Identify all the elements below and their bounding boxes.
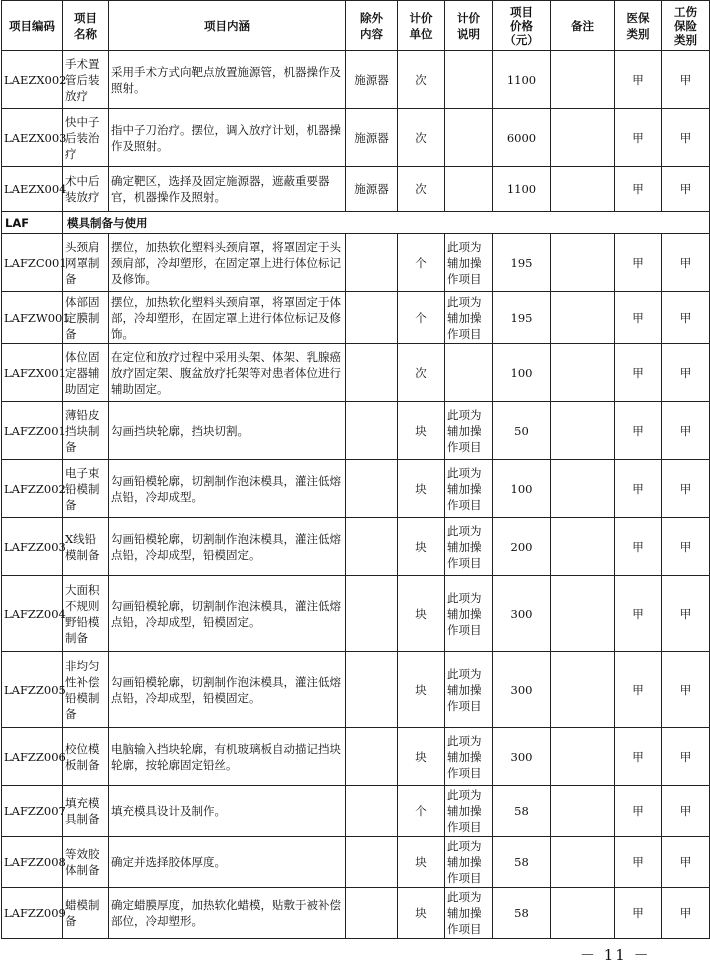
cell-remark (551, 888, 615, 939)
cell-code: LAFZW001 (2, 292, 63, 344)
section-row (2, 212, 710, 234)
cell-medical: 甲 (615, 728, 662, 786)
table-row (2, 51, 710, 109)
cell-excluded (346, 402, 398, 460)
cell-note: 此项为辅加操作项目 (445, 234, 493, 292)
cell-price: 6000 (493, 109, 551, 167)
cell-name: 体部固定膜制备 (63, 292, 109, 344)
cell-unit: 次 (398, 109, 445, 167)
cell-unit: 个 (398, 234, 445, 292)
cell-injury: 甲 (662, 344, 710, 402)
cell-medical: 甲 (615, 460, 662, 518)
cell-unit: 次 (398, 167, 445, 212)
cell-code: LAFZZ004 (2, 576, 63, 652)
cell-unit: 块 (398, 460, 445, 518)
price-table (1, 0, 710, 939)
cell-unit: 块 (398, 888, 445, 939)
cell-code: LAFZZ001 (2, 402, 63, 460)
cell-medical: 甲 (615, 652, 662, 728)
cell-note (445, 167, 493, 212)
cell-excluded: 施源器 (346, 167, 398, 212)
rows-bottom (2, 234, 710, 939)
cell-price: 50 (493, 402, 551, 460)
header-excluded: 除外 内容 (346, 1, 398, 51)
cell-medical: 甲 (615, 888, 662, 939)
cell-content: 采用手术方式向靶点放置施源管，机器操作及照射。 (109, 51, 346, 109)
cell-injury: 甲 (662, 728, 710, 786)
cell-note: 此项为辅加操作项目 (445, 728, 493, 786)
cell-price: 100 (493, 460, 551, 518)
cell-code: LAFZZ005 (2, 652, 63, 728)
cell-remark (551, 518, 615, 576)
cell-injury: 甲 (662, 460, 710, 518)
cell-content: 填充模具设计及制作。 (109, 786, 346, 837)
cell-price: 58 (493, 786, 551, 837)
cell-remark (551, 344, 615, 402)
section-code: LAF (2, 212, 63, 234)
cell-code: LAFZZ009 (2, 888, 63, 939)
cell-content: 在定位和放疗过程中采用头架、体架、乳腺癌放疗固定架、腹盆放疗托架等对患者体位进行辅助固定。 (109, 344, 346, 402)
cell-injury: 甲 (662, 652, 710, 728)
cell-content: 指中子刀治疗。摆位，调入放疗计划，机器操作及照射。 (109, 109, 346, 167)
cell-excluded (346, 234, 398, 292)
cell-injury: 甲 (662, 518, 710, 576)
cell-injury: 甲 (662, 51, 710, 109)
cell-excluded (346, 888, 398, 939)
cell-code: LAFZZ008 (2, 837, 63, 888)
cell-name: 术中后装放疗 (63, 167, 109, 212)
cell-code: LAEZX002 (2, 51, 63, 109)
header-price: 项目 价格 （元） (493, 1, 551, 51)
cell-name: 电子束铅模制备 (63, 460, 109, 518)
cell-note: 此项为辅加操作项目 (445, 292, 493, 344)
cell-price: 1100 (493, 51, 551, 109)
cell-injury: 甲 (662, 402, 710, 460)
cell-name: 校位模板制备 (63, 728, 109, 786)
cell-remark (551, 728, 615, 786)
cell-price: 1100 (493, 167, 551, 212)
cell-content: 确定并选择胶体厚度。 (109, 837, 346, 888)
cell-remark (551, 109, 615, 167)
header-note: 计价 说明 (445, 1, 493, 51)
cell-name: 薄铅皮挡块制备 (63, 402, 109, 460)
cell-note (445, 344, 493, 402)
cell-excluded: 施源器 (346, 51, 398, 109)
cell-name: 蜡模制备 (63, 888, 109, 939)
cell-unit: 块 (398, 518, 445, 576)
cell-excluded (346, 728, 398, 786)
cell-unit: 块 (398, 837, 445, 888)
cell-medical: 甲 (615, 518, 662, 576)
table-row (2, 837, 710, 888)
cell-remark (551, 167, 615, 212)
cell-content: 勾画挡块轮廓，挡块切割。 (109, 402, 346, 460)
cell-content: 电脑输入挡块轮廓，有机玻璃板自动描记挡块轮廓，按轮廓固定铅丝。 (109, 728, 346, 786)
cell-note (445, 109, 493, 167)
cell-unit: 块 (398, 728, 445, 786)
cell-unit: 块 (398, 576, 445, 652)
cell-remark (551, 652, 615, 728)
cell-unit: 次 (398, 344, 445, 402)
cell-name: 填充模具制备 (63, 786, 109, 837)
cell-injury: 甲 (662, 837, 710, 888)
cell-price: 100 (493, 344, 551, 402)
table-row (2, 402, 710, 460)
cell-note: 此项为辅加操作项目 (445, 402, 493, 460)
cell-unit: 个 (398, 786, 445, 837)
cell-price: 200 (493, 518, 551, 576)
cell-price: 300 (493, 728, 551, 786)
cell-note: 此项为辅加操作项目 (445, 576, 493, 652)
header-code: 项目编码 (2, 1, 63, 51)
table-row (2, 292, 710, 344)
table-row (2, 518, 710, 576)
table-row (2, 888, 710, 939)
cell-content: 摆位，加热软化塑料头颈肩罩，将罩固定于体部，冷却塑形，在固定罩上进行体位标记及修饰。 (109, 292, 346, 344)
cell-unit: 块 (398, 402, 445, 460)
cell-note: 此项为辅加操作项目 (445, 518, 493, 576)
table-row (2, 786, 710, 837)
cell-content: 摆位，加热软化塑料头颈肩罩，将罩固定于头颈肩部，冷却塑形，在固定罩上进行体位标记及修饰。 (109, 234, 346, 292)
table-row (2, 460, 710, 518)
cell-name: 大面积不规则野铅模制备 (63, 576, 109, 652)
cell-unit: 次 (398, 51, 445, 109)
cell-code: LAEZX003 (2, 109, 63, 167)
cell-price: 300 (493, 652, 551, 728)
cell-name: 非均匀性补偿铅模制备 (63, 652, 109, 728)
table-row (2, 109, 710, 167)
cell-medical: 甲 (615, 109, 662, 167)
cell-injury: 甲 (662, 576, 710, 652)
table-row (2, 728, 710, 786)
cell-remark (551, 576, 615, 652)
cell-code: LAFZZ007 (2, 786, 63, 837)
cell-note: 此项为辅加操作项目 (445, 837, 493, 888)
cell-injury: 甲 (662, 786, 710, 837)
cell-code: LAFZZ006 (2, 728, 63, 786)
cell-name: X线铅模制备 (63, 518, 109, 576)
cell-excluded (346, 837, 398, 888)
cell-medical: 甲 (615, 576, 662, 652)
cell-injury: 甲 (662, 234, 710, 292)
cell-injury: 甲 (662, 888, 710, 939)
cell-note: 此项为辅加操作项目 (445, 786, 493, 837)
rows-top (2, 51, 710, 212)
cell-code: LAFZZ003 (2, 518, 63, 576)
cell-remark (551, 292, 615, 344)
table-row (2, 344, 710, 402)
cell-name: 头颈肩网罩制备 (63, 234, 109, 292)
cell-code: LAFZZ002 (2, 460, 63, 518)
cell-remark (551, 402, 615, 460)
cell-unit: 块 (398, 652, 445, 728)
cell-content: 勾画铅模轮廓，切割制作泡沫模具，灌注低熔点铅，冷却成型。 (109, 460, 346, 518)
table-row (2, 234, 710, 292)
cell-price: 58 (493, 888, 551, 939)
cell-medical: 甲 (615, 234, 662, 292)
cell-content: 确定靶区，选择及固定施源器，遮蔽重要器官，机器操作及照射。 (109, 167, 346, 212)
cell-excluded (346, 786, 398, 837)
cell-injury: 甲 (662, 167, 710, 212)
cell-medical: 甲 (615, 402, 662, 460)
cell-content: 确定蜡膜厚度，加热软化蜡模，贴敷于被补偿部位，冷却塑形。 (109, 888, 346, 939)
cell-remark (551, 786, 615, 837)
header-injury: 工伤 保险 类别 (662, 1, 710, 51)
cell-note (445, 51, 493, 109)
section-title: 模具制备与使用 (63, 212, 710, 234)
cell-name: 手术置管后装放疗 (63, 51, 109, 109)
cell-excluded (346, 344, 398, 402)
cell-name: 等效胶体制备 (63, 837, 109, 888)
cell-medical: 甲 (615, 837, 662, 888)
table-row (2, 652, 710, 728)
header-row (2, 1, 710, 51)
cell-excluded (346, 460, 398, 518)
cell-medical: 甲 (615, 344, 662, 402)
cell-excluded: 施源器 (346, 109, 398, 167)
cell-unit: 个 (398, 292, 445, 344)
cell-price: 58 (493, 837, 551, 888)
cell-content: 勾画铅模轮廓，切割制作泡沫模具，灌注低熔点铅，冷却成型，铅模固定。 (109, 518, 346, 576)
cell-price: 195 (493, 292, 551, 344)
cell-name: 体位固定器辅助固定 (63, 344, 109, 402)
header-medical: 医保 类别 (615, 1, 662, 51)
cell-injury: 甲 (662, 292, 710, 344)
cell-price: 195 (493, 234, 551, 292)
cell-excluded (346, 576, 398, 652)
cell-code: LAFZC001 (2, 234, 63, 292)
cell-medical: 甲 (615, 51, 662, 109)
cell-price: 300 (493, 576, 551, 652)
cell-excluded (346, 292, 398, 344)
cell-remark (551, 51, 615, 109)
cell-remark (551, 460, 615, 518)
cell-excluded (346, 518, 398, 576)
page-number: － 11 － (580, 946, 651, 964)
cell-injury: 甲 (662, 109, 710, 167)
header-content: 项目内涵 (109, 1, 346, 51)
section (2, 212, 710, 234)
cell-note: 此项为辅加操作项目 (445, 888, 493, 939)
cell-remark (551, 837, 615, 888)
cell-medical: 甲 (615, 786, 662, 837)
cell-medical: 甲 (615, 292, 662, 344)
cell-medical: 甲 (615, 167, 662, 212)
cell-code: LAEZX004 (2, 167, 63, 212)
cell-note: 此项为辅加操作项目 (445, 652, 493, 728)
header-unit: 计价 单位 (398, 1, 445, 51)
table-row (2, 167, 710, 212)
cell-code: LAFZX001 (2, 344, 63, 402)
cell-note: 此项为辅加操作项目 (445, 460, 493, 518)
cell-content: 勾画铅模轮廓，切割制作泡沫模具，灌注低熔点铅，冷却成型，铅模固定。 (109, 576, 346, 652)
cell-excluded (346, 652, 398, 728)
table-row (2, 576, 710, 652)
cell-content: 勾画铅模轮廓，切割制作泡沫模具，灌注低熔点铅，冷却成型，铅模固定。 (109, 652, 346, 728)
header-remark: 备注 (551, 1, 615, 51)
cell-remark (551, 234, 615, 292)
header-name: 项目 名称 (63, 1, 109, 51)
cell-name: 快中子后装治疗 (63, 109, 109, 167)
